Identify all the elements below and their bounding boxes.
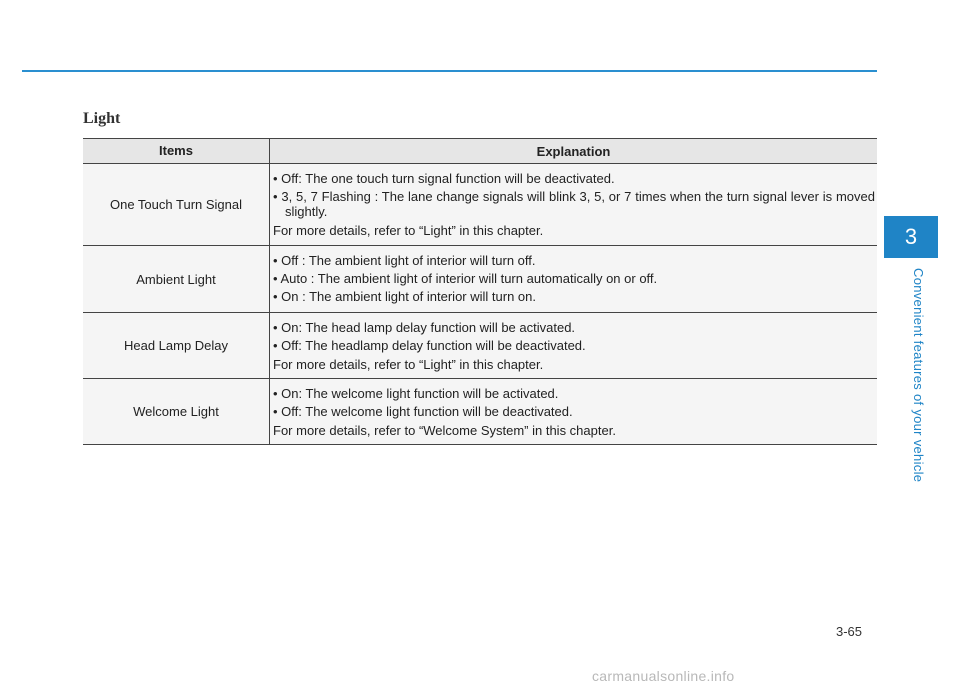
settings-table [83,138,877,445]
watermark: carmanualsonline.info [592,668,735,684]
table-row [83,246,877,313]
table-header [83,139,877,164]
note-text: For more details, refer to “Welcome System” in this chapter. [273,423,616,438]
section-title: Light [83,110,121,127]
bullet-text: • On: The head lamp delay function will be activated. [273,320,576,335]
bullet-text: • On: The welcome light function will be activated. [273,386,559,401]
row-explanation [270,164,877,245]
bullet-text: • 3, 5, 7 Flashing : The lane change signals will blink 3, 5, or 7 times when the turn signal lever is moved slightly. [273,189,875,219]
bullet-text: • On : The ambient light of interior will turn on. [273,289,536,304]
page-number: 3-65 [836,624,863,639]
row-explanation [270,313,877,378]
row-explanation [270,379,877,444]
header-explanation: Explanation [536,143,611,159]
header-items: Items [83,139,270,163]
top-rule [22,70,877,72]
row-item-welcome-light: Welcome Light [83,379,270,444]
table-row [83,313,877,379]
row-item-head-lamp-delay: Head Lamp Delay [83,313,270,378]
row-item-one-touch-turn-signal: One Touch Turn Signal [83,164,270,245]
row-item-ambient-light: Ambient Light [83,246,270,312]
chapter-tab: 3 [884,216,938,258]
bullet-text: • Off : The ambient light of interior will turn off. [273,253,536,268]
row-explanation [270,246,877,312]
bullet-text: • Off: The headlamp delay function will be deactivated. [273,338,586,353]
note-text: For more details, refer to “Light” in this chapter. [273,223,544,238]
table-row [83,164,877,246]
note-text: For more details, refer to “Light” in this chapter. [273,357,544,372]
bullet-text: • Auto : The ambient light of interior will turn automatically on or off. [273,271,658,286]
bullet-text: • Off: The welcome light function will be deactivated. [273,404,573,419]
bullet-text: • Off: The one touch turn signal function will be deactivated. [273,171,615,186]
table-row [83,379,877,445]
chapter-title: Convenient features of your vehicle [911,268,926,483]
